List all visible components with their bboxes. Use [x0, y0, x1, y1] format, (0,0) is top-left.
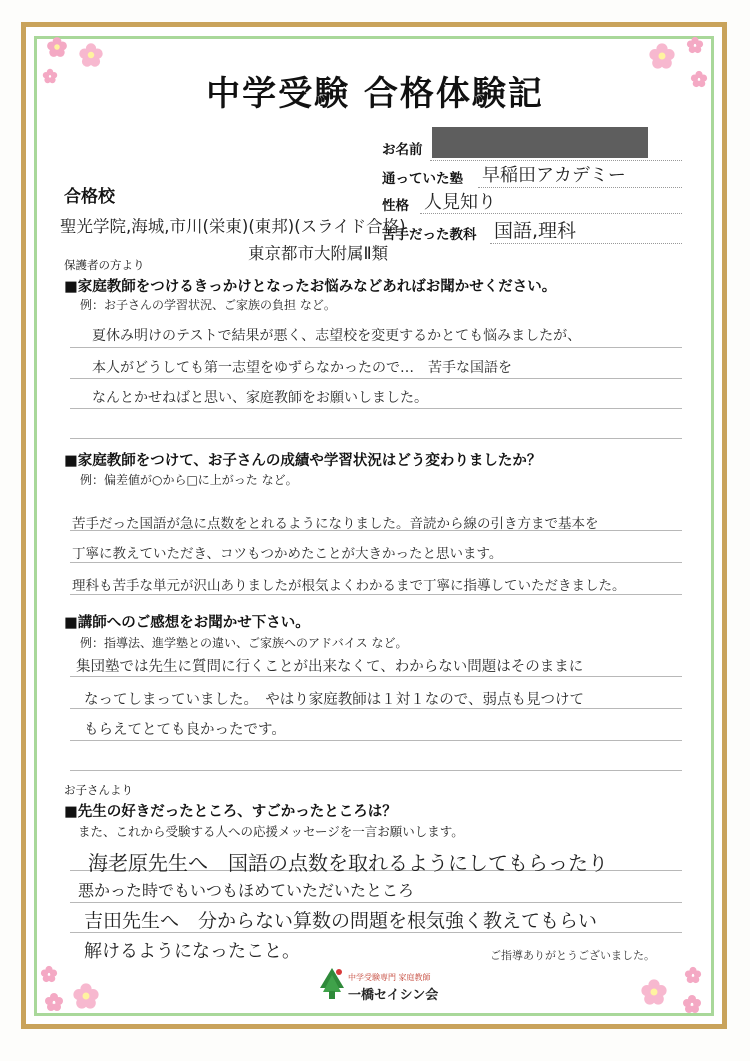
name-redaction [432, 127, 648, 158]
child-answer-line: 悪かった時でもいつもほめていただいたところ [78, 881, 415, 900]
section2-answer-line: 苦手だった国語が急に点数をとれるようになりました。音読から線の引き方まで基本を [72, 516, 599, 532]
school-underline [478, 187, 682, 188]
rule [70, 902, 682, 903]
section1-answer-line: 夏休み明けのテストで結果が悪く、志望校を変更するかとても悩みましたが、 [92, 328, 582, 344]
child-heading: ■先生の好きだったところ、すごかったところは？ [64, 804, 397, 820]
passed-schools-line1: 聖光学院,海城,市川(栄東)(東邦)(スライド合格) [60, 217, 406, 236]
child-answer-line: 海老原先生へ 国語の点数を取れるようにしてもらったり [88, 851, 608, 875]
flower-icon [40, 965, 58, 983]
weak-subject-label: 苦手だった教科 [382, 227, 477, 243]
section3-example: 例：指導法、進学塾との違い、ご家族へのアドバイス など。 [80, 636, 408, 650]
rule [70, 770, 682, 771]
section1-answer-line: 本人がどうしても第一志望をゆずらなかったので… 苦手な国語を [92, 360, 512, 376]
section3-answer-line: 集団塾では先生に質問に行くことが出来なくて、わからない問題はそのままに [76, 659, 584, 675]
school-value: 早稲田アカデミー [482, 165, 626, 186]
section3-heading: ■講師へのご感想をお聞かせ下さい。 [64, 615, 310, 631]
rule [70, 408, 682, 409]
child-subheading: また、これから受験する人への応援メッセージを一言お願いします。 [78, 824, 464, 839]
flower-icon [46, 36, 68, 58]
flower-icon [682, 994, 702, 1014]
flower-icon [44, 992, 64, 1012]
personality-label: 性格 [382, 198, 409, 214]
flower-icon [686, 36, 704, 54]
section3-answer-line: なってしまっていました。 やはり家庭教師は１対１なので、弱点も見つけて [84, 692, 584, 708]
rule [70, 676, 682, 677]
page-title: 中学受験 合格体験記 [206, 74, 544, 114]
section2-answer-line: 理科も苦手な単元が沢山ありましたが根気よくわかるまで丁寧に指導していただきました。 [72, 578, 626, 594]
rule [70, 438, 682, 439]
flower-icon [684, 966, 702, 984]
guardian-label: 保護者の方より [64, 258, 145, 272]
logo [318, 964, 438, 1008]
weak-subject-value: 国語,理科 [494, 220, 577, 242]
section2-example: 例：偏差値が○から□に上がった など。 [80, 473, 298, 487]
rule [70, 562, 682, 563]
rule [70, 740, 682, 741]
flower-icon [72, 982, 100, 1010]
child-label: お子さんより [64, 783, 133, 797]
passed-school-label: 合格校 [64, 187, 115, 207]
flower-icon [640, 978, 668, 1006]
section1-example: 例：お子さんの学習状況、ご家族の負担 など。 [80, 298, 336, 312]
rule [70, 378, 682, 379]
school-label: 通っていた塾 [382, 171, 463, 187]
section2-answer-line: 丁寧に教えていただき、コツもつかめたことが大きかったと思います。 [72, 546, 503, 562]
personality-underline [420, 213, 682, 214]
passed-schools-line2: 東京都市大附属Ⅱ類 [248, 244, 389, 263]
thanks-note: ご指導ありがとうございました。 [490, 949, 655, 962]
rule [70, 347, 682, 348]
tree-logo-icon [318, 966, 346, 1000]
section3-answer-line: もらえてとても良かったです。 [84, 722, 286, 738]
rule [70, 594, 682, 595]
section1-answer-line: なんとかせねばと思い、家庭教師をお願いしました。 [92, 390, 428, 406]
child-answer-line: 解けるようになったこと。 [84, 941, 300, 962]
logo-tagline: 中学受験専門 家庭教師 [348, 973, 431, 982]
name-label: お名前 [382, 142, 423, 158]
child-answer-line: 吉田先生へ 分からない算数の問題を根気強く教えてもらい [84, 910, 598, 932]
section1-heading: ■家庭教師をつけるきっかけとなったお悩みなどあればお聞かせください。 [64, 279, 557, 295]
personality-value: 人見知り [424, 192, 496, 213]
section2-heading: ■家庭教師をつけて、お子さんの成績や学習状況はどう変わりましたか？ [64, 453, 542, 469]
flower-icon [78, 42, 104, 68]
weak-subject-underline [490, 243, 682, 244]
logo-name: 一橋セイシン会 [348, 988, 439, 1003]
